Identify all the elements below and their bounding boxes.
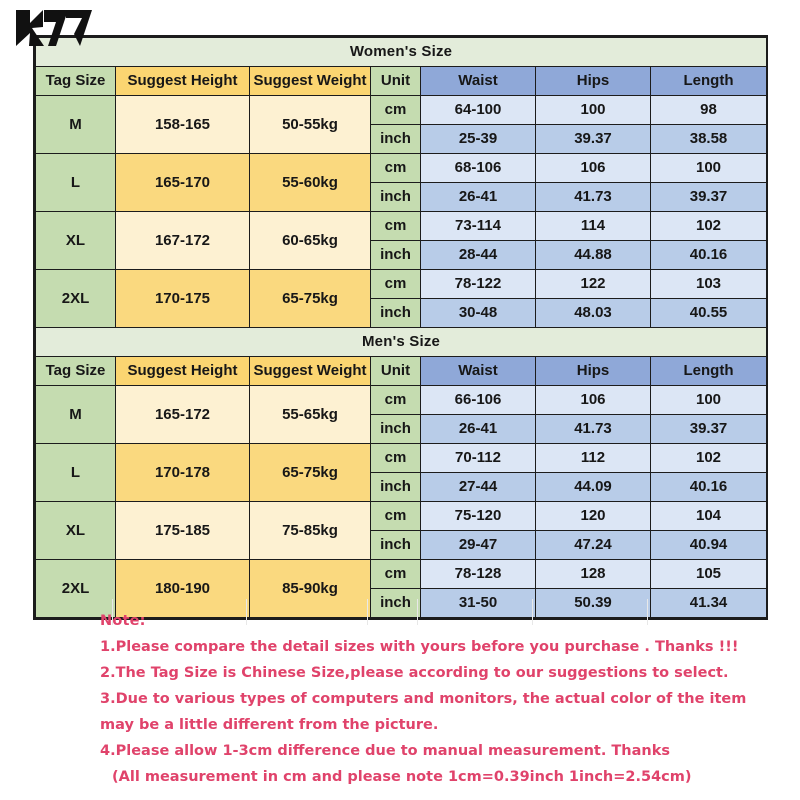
cell-length-cm: 100 xyxy=(651,386,767,415)
column-header-suggest-height: Suggest Height xyxy=(116,67,250,96)
cell-suggest-height: 167-172 xyxy=(116,212,250,270)
cell-suggest-height: 165-170 xyxy=(116,154,250,212)
cell-unit-cm: cm xyxy=(371,212,421,241)
cell-length-cm: 102 xyxy=(651,444,767,473)
note-line-6: (All measurement in cm and please note 1cm=0.39inch 1inch=2.54cm) xyxy=(112,769,692,785)
cell-suggest-height: 165-172 xyxy=(116,386,250,444)
cell-unit-cm: cm xyxy=(371,502,421,531)
cell-tag-size: 2XL xyxy=(36,560,116,618)
column-header-length: Length xyxy=(651,67,767,96)
cell-suggest-weight: 60-65kg xyxy=(250,212,371,270)
cell-hips-inch: 48.03 xyxy=(536,299,651,328)
cell-length-cm: 103 xyxy=(651,270,767,299)
table-title: Women's Size xyxy=(36,38,767,67)
cell-waist-inch: 28-44 xyxy=(421,241,536,270)
cell-hips-cm: 112 xyxy=(536,444,651,473)
cell-tag-size: M xyxy=(36,96,116,154)
cell-waist-cm: 78-122 xyxy=(421,270,536,299)
column-header-suggest-height: Suggest Height xyxy=(116,357,250,386)
cell-suggest-weight: 55-65kg xyxy=(250,386,371,444)
cell-length-cm: 100 xyxy=(651,154,767,183)
table-header-row xyxy=(36,67,767,96)
cell-length-inch: 40.16 xyxy=(651,473,767,502)
cell-unit-inch: inch xyxy=(371,125,421,154)
cell-unit-cm: cm xyxy=(371,386,421,415)
cell-hips-inch: 44.88 xyxy=(536,241,651,270)
cell-waist-cm: 64-100 xyxy=(421,96,536,125)
column-header-waist: Waist xyxy=(421,357,536,386)
cell-tag-size: XL xyxy=(36,212,116,270)
cell-suggest-height: 175-185 xyxy=(116,502,250,560)
note-line-4: may be a little different from the picture. xyxy=(100,717,439,733)
cell-hips-cm: 122 xyxy=(536,270,651,299)
cell-hips-cm: 106 xyxy=(536,154,651,183)
cell-hips-inch: 39.37 xyxy=(536,125,651,154)
cell-length-inch: 40.16 xyxy=(651,241,767,270)
cell-tag-size: XL xyxy=(36,502,116,560)
cell-hips-cm: 100 xyxy=(536,96,651,125)
cell-waist-inch: 29-47 xyxy=(421,531,536,560)
cell-tag-size: L xyxy=(36,444,116,502)
column-header-suggest-weight: Suggest Weight xyxy=(250,67,371,96)
cell-length-inch: 40.55 xyxy=(651,299,767,328)
cell-suggest-weight: 65-75kg xyxy=(250,444,371,502)
table-row xyxy=(36,444,767,473)
column-header-unit: Unit xyxy=(371,357,421,386)
cell-unit-cm: cm xyxy=(371,154,421,183)
cell-hips-inch: 41.73 xyxy=(536,183,651,212)
cell-length-inch: 38.58 xyxy=(651,125,767,154)
notes-section xyxy=(100,608,760,790)
cell-hips-inch: 41.73 xyxy=(536,415,651,444)
cell-waist-inch: 26-41 xyxy=(421,415,536,444)
cell-unit-inch: inch xyxy=(371,183,421,212)
table-title-row xyxy=(36,38,767,67)
note-line-3: 3.Due to various types of computers and monitors, the actual color of the item xyxy=(100,691,747,707)
cell-waist-cm: 73-114 xyxy=(421,212,536,241)
cell-hips-cm: 128 xyxy=(536,560,651,589)
cell-hips-cm: 106 xyxy=(536,386,651,415)
cell-waist-cm: 66-106 xyxy=(421,386,536,415)
cell-waist-inch: 27-44 xyxy=(421,473,536,502)
cell-unit-inch: inch xyxy=(371,473,421,502)
table-title-row xyxy=(36,328,767,357)
cell-suggest-height: 170-175 xyxy=(116,270,250,328)
cell-length-cm: 104 xyxy=(651,502,767,531)
notes-heading: Note: xyxy=(100,613,146,629)
note-line-1: 1.Please compare the detail sizes with yours before you purchase . Thanks !!! xyxy=(100,639,739,655)
cell-suggest-weight: 55-60kg xyxy=(250,154,371,212)
cell-waist-cm: 70-112 xyxy=(421,444,536,473)
table-row xyxy=(36,502,767,531)
cell-tag-size: M xyxy=(36,386,116,444)
column-header-tag-size: Tag Size xyxy=(36,67,116,96)
column-header-tag-size: Tag Size xyxy=(36,357,116,386)
column-header-hips: Hips xyxy=(536,67,651,96)
note-line-5: 4.Please allow 1-3cm difference due to manual measurement. Thanks xyxy=(100,743,671,759)
cell-hips-cm: 120 xyxy=(536,502,651,531)
table-row xyxy=(36,386,767,415)
brand-logo xyxy=(14,6,106,50)
cell-length-inch: 41.34 xyxy=(651,589,767,618)
cell-hips-cm: 114 xyxy=(536,212,651,241)
cell-unit-inch: inch xyxy=(371,531,421,560)
column-header-hips: Hips xyxy=(536,357,651,386)
cell-unit-inch: inch xyxy=(371,299,421,328)
cell-waist-inch: 30-48 xyxy=(421,299,536,328)
cell-waist-inch: 26-41 xyxy=(421,183,536,212)
cell-suggest-height: 170-178 xyxy=(116,444,250,502)
cell-unit-cm: cm xyxy=(371,96,421,125)
table-row xyxy=(36,96,767,125)
cell-waist-inch: 25-39 xyxy=(421,125,536,154)
cell-waist-cm: 78-128 xyxy=(421,560,536,589)
cell-suggest-weight: 85-90kg xyxy=(250,560,371,618)
cell-hips-inch: 44.09 xyxy=(536,473,651,502)
table-row xyxy=(36,212,767,241)
table-title: Men's Size xyxy=(36,328,767,357)
table-row xyxy=(36,270,767,299)
cell-length-inch: 39.37 xyxy=(651,415,767,444)
cell-suggest-height: 180-190 xyxy=(116,560,250,618)
cell-length-cm: 98 xyxy=(651,96,767,125)
note-line-2: 2.The Tag Size is Chinese Size,please according to our suggestions to select. xyxy=(100,665,729,681)
cell-unit-inch: inch xyxy=(371,589,421,618)
cell-waist-inch: 31-50 xyxy=(421,589,536,618)
cell-suggest-weight: 65-75kg xyxy=(250,270,371,328)
cell-unit-cm: cm xyxy=(371,444,421,473)
cell-waist-cm: 68-106 xyxy=(421,154,536,183)
cell-unit-cm: cm xyxy=(371,270,421,299)
cell-unit-inch: inch xyxy=(371,415,421,444)
column-header-waist: Waist xyxy=(421,67,536,96)
cell-unit-inch: inch xyxy=(371,241,421,270)
table-row xyxy=(36,560,767,589)
cell-suggest-weight: 50-55kg xyxy=(250,96,371,154)
cell-tag-size: 2XL xyxy=(36,270,116,328)
cell-hips-inch: 47.24 xyxy=(536,531,651,560)
cell-suggest-weight: 75-85kg xyxy=(250,502,371,560)
column-header-unit: Unit xyxy=(371,67,421,96)
cell-waist-cm: 75-120 xyxy=(421,502,536,531)
cell-length-inch: 40.94 xyxy=(651,531,767,560)
cell-unit-cm: cm xyxy=(371,560,421,589)
table-header-row xyxy=(36,357,767,386)
column-header-length: Length xyxy=(651,357,767,386)
cell-tag-size: L xyxy=(36,154,116,212)
cell-hips-inch: 50.39 xyxy=(536,589,651,618)
cell-length-inch: 39.37 xyxy=(651,183,767,212)
column-header-suggest-weight: Suggest Weight xyxy=(250,357,371,386)
cell-length-cm: 102 xyxy=(651,212,767,241)
cell-length-cm: 105 xyxy=(651,560,767,589)
table-row xyxy=(36,154,767,183)
size-table xyxy=(35,37,767,618)
cell-suggest-height: 158-165 xyxy=(116,96,250,154)
size-chart xyxy=(33,35,768,620)
